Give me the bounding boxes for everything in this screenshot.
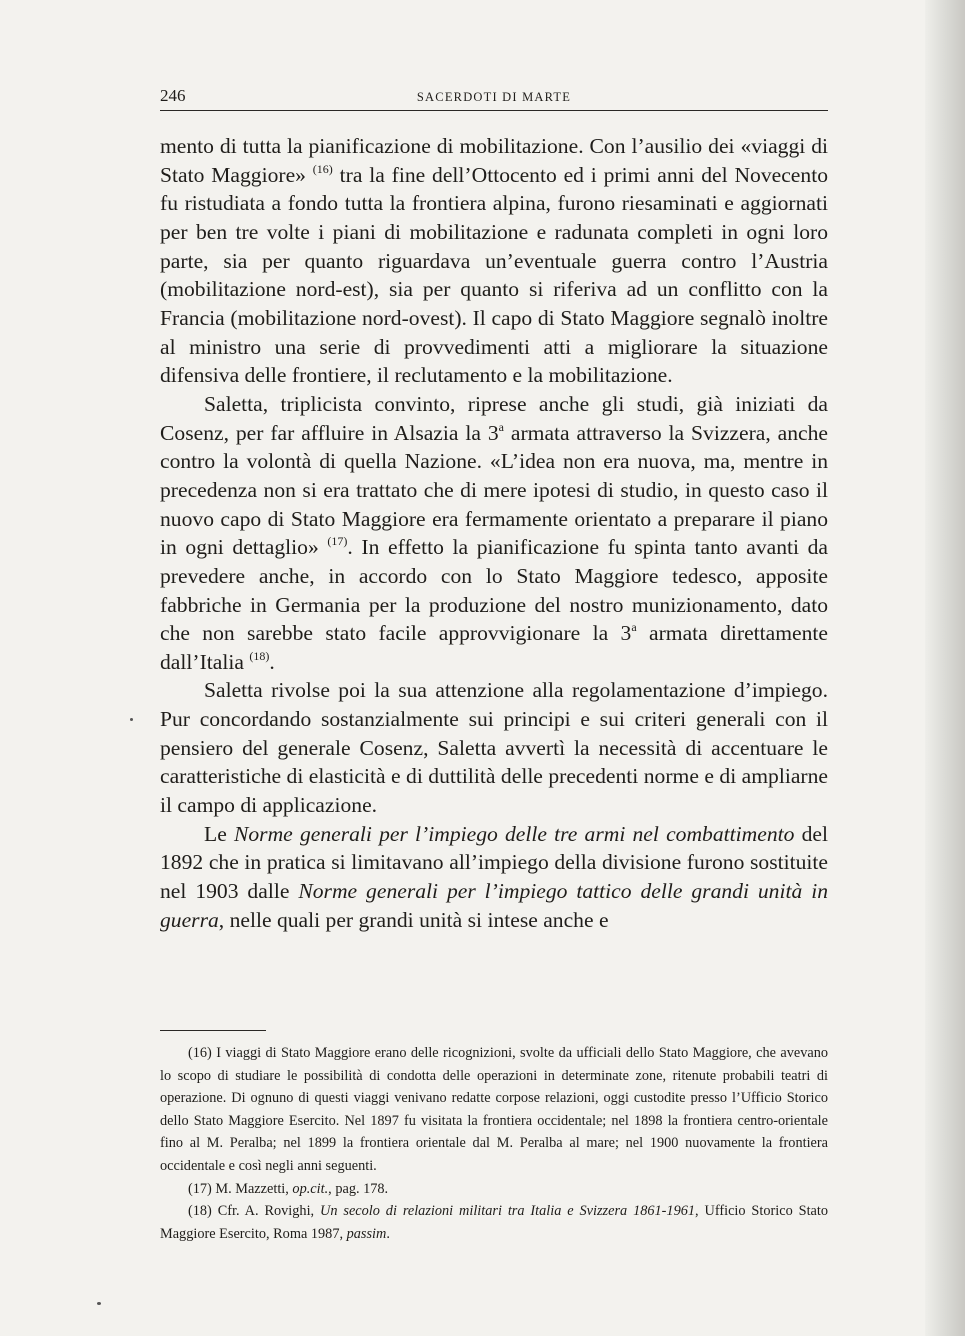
- text-run: , pag. 178.: [328, 1180, 389, 1197]
- footnote-16: (16) I viaggi di Stato Maggiore erano delle ricognizioni, svolte da ufficiali dello Stato Maggiore, che avevano lo scopo di studiare le possibilità di condotta delle operazioni in determinate zone, ritenute probabili teatri di operazione. Di ognuno di questi viaggi venivano redatte corpose relazioni, oggi custodite presso l’Ufficio Storico dello Stato Maggiore Esercito. Nel 1897 fu visitata la frontiera occidentale; nel 1898 la frontiera centro-orientale fino al M. Peralba; nel 1899 la frontiera orientale dal M. Peralba al mare; nel 1900 nuovamente la frontiera occidentale e così negli anni seguenti.: [160, 1045, 828, 1174]
- ordinal-mark: a: [631, 620, 637, 635]
- page-header: [160, 86, 828, 111]
- ordinal-mark: a: [498, 419, 504, 434]
- footnote-separator: [160, 1030, 266, 1031]
- text-run: del 1892 che in pratica si limitavano all’impiego della divisione furono sostituite nel 1903 dalle: [160, 821, 828, 904]
- running-title: SACERDOTI DI MARTE: [416, 90, 572, 104]
- footnote-18: [160, 1200, 828, 1245]
- footnotes: [160, 1042, 828, 1245]
- paragraph-4: [160, 820, 828, 935]
- text-run: , nelle quali per grandi unità si intese anche e: [218, 907, 609, 932]
- text-run: .: [386, 1225, 390, 1242]
- text-run: mento di tutta la pianificazione di mobilitazione. Con l’ausilio dei «viaggi di Stato Maggiore»: [160, 134, 828, 187]
- footnote-ref-16: (16): [312, 161, 333, 176]
- text-run: Saletta, triplicista convinto, riprese anche gli studi, già iniziati da Cosenz, per far affluire in Alsazia la 3: [160, 391, 828, 445]
- text-run: armata attraverso la Svizzera, anche contro la volontà di quella Nazione. «L’idea non era nuova, ma, mentre in precedenza non si era trattato che di mere ipotesi di studio, in questo caso il nuovo capo di Stato Maggiore era fermamente orientato a preparare il piano in ogni dettaglio»: [160, 420, 828, 560]
- text-run: Le: [204, 821, 234, 846]
- footnote-ref-18: (18): [249, 648, 270, 663]
- text-run: armata direttamente dall’Italia: [160, 621, 829, 674]
- paper-speck: [97, 1302, 101, 1305]
- main-text: [160, 132, 828, 934]
- italic-title: Norme generali per l’impiego tattico delle grandi unità in guerra: [160, 879, 829, 932]
- italic-title: Norme generali per l’impiego delle tre armi nel combattimento: [233, 821, 795, 846]
- text-run: . In effetto la pianificazione fu spinta tanto avanti da prevedere anche, in accordo con lo Stato Maggiore tedesco, apposite fabbriche in Germania per la produzione del nostro munizionamento, dato che non sarebbe stato facile approvvigionare la 3: [160, 535, 828, 646]
- italic-text: passim: [346, 1225, 387, 1242]
- text-run: (17) M. Mazzetti,: [188, 1180, 293, 1197]
- text-run: (18) Cfr. A. Rovighi,: [188, 1203, 321, 1220]
- text-run: , Ufficio Storico Stato Maggiore Esercito, Roma 1987,: [160, 1203, 829, 1242]
- footnote-17: [160, 1178, 828, 1201]
- paragraph-2: [160, 390, 828, 677]
- text-run: tra la fine dell’Ottocento ed i primi anni del Novecento fu ristudiata a fondo tutta la frontiera alpina, furono riesaminati e aggiornati per ben tre volte i piani di mobilitazione e radunata completi in ogni loro parte, sia per quanto riguardava un’eventuale guerra contro l’Austria (mobilitazione nord-est), sia per quanto si riferiva ad un conflitto con la Francia (mobilitazione nord-ovest). Il capo di Stato Maggiore segnalò inoltre al ministro una serie di provvedimenti atti a migliorare la situazione difensiva delle frontiere, il reclutamento e la mobilitazione.: [160, 162, 828, 388]
- paragraph-3: Saletta rivolse poi la sua attenzione alla regolamentazione d’impiego. Pur concordando sostanzialmente sui principi e sui criteri generali con il pensiero del generale Cosenz, Saletta avvertì la necessità di accentuare le caratteristiche di elasticità e di duttilità delle precedenti norme e di ampliarne il campo di applicazione.: [160, 678, 828, 818]
- italic-text: op.cit.: [292, 1180, 329, 1197]
- paragraph-1: [160, 132, 828, 390]
- page-edge-shadow: [925, 0, 965, 1336]
- footnote-ref-17: (17): [327, 534, 348, 549]
- page-number: 246: [160, 86, 186, 105]
- text-run: .: [269, 649, 275, 674]
- paper-speck: [130, 718, 133, 721]
- italic-title: Un secolo di relazioni militari tra Italia e Svizzera 1861-1961: [320, 1203, 696, 1220]
